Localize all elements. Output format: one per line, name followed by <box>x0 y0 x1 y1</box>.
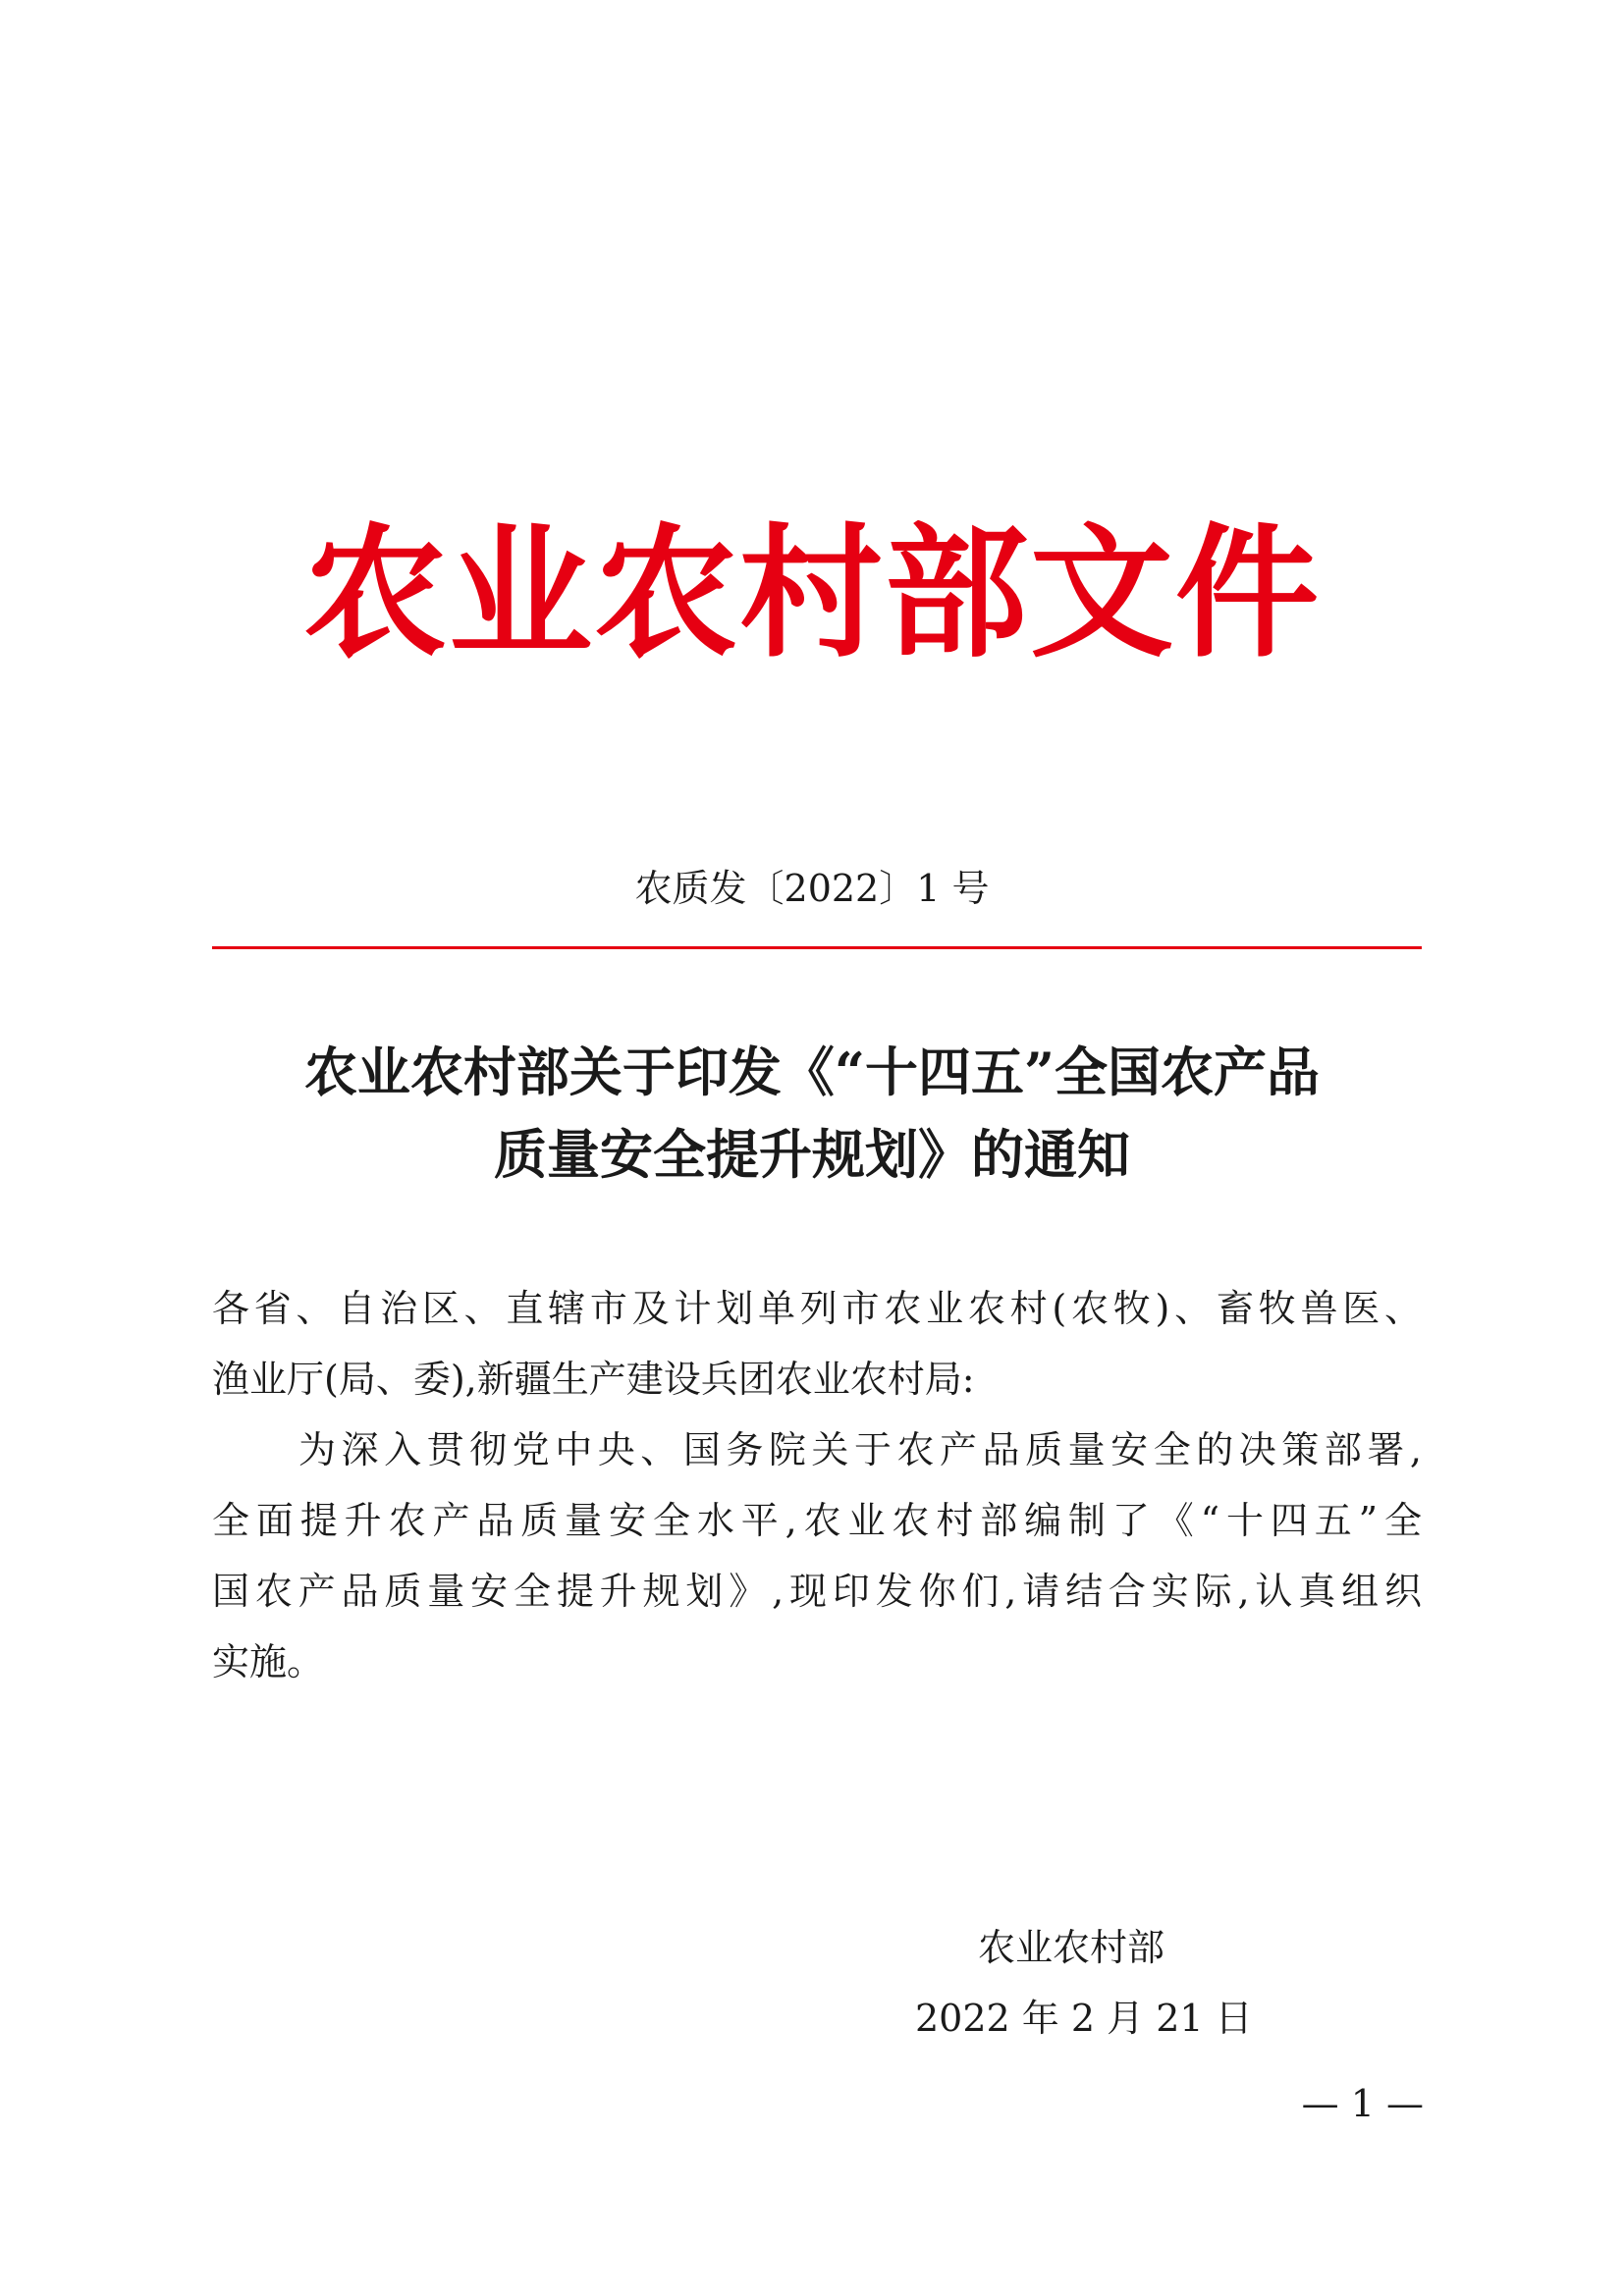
body-paragraph-line: 全面提升农产品质量安全水平,农业农村部编制了《“十四五”全 <box>212 1499 1422 1542</box>
red-divider-line <box>212 946 1422 949</box>
addressee-line: 各省、自治区、直辖市及计划单列市农业农村(农牧)、畜牧兽医、 <box>212 1287 1422 1330</box>
document-body <box>212 1273 1422 1697</box>
addressee-line: 渔业厅(局、委),新疆生产建设兵团农业农村局: <box>212 1358 975 1401</box>
title-line: 质量安全提升规划》的通知 <box>494 1123 1130 1186</box>
signature-block <box>884 1912 1276 2054</box>
body-paragraph-line: 为深入贯彻党中央、国务院关于农产品质量安全的决策部署, <box>298 1428 1422 1471</box>
title-line: 农业农村部关于印发《“十四五”全国农产品 <box>303 1041 1321 1103</box>
document-number: 农质发〔2022〕1 号 <box>634 867 990 910</box>
document-masthead: 农业农村部文件 <box>303 509 1321 677</box>
page-number: — 1 — <box>1301 2082 1424 2125</box>
signature-date: 2022 年 2 月 21 日 <box>915 1997 1253 2040</box>
body-paragraph-line: 国农产品质量安全提升规划》,现印发你们,请结合实际,认真组织 <box>212 1570 1422 1613</box>
signature-organization: 农业农村部 <box>978 1926 1165 1969</box>
document-title <box>0 1031 1624 1196</box>
body-paragraph-line: 实施。 <box>212 1640 325 1683</box>
